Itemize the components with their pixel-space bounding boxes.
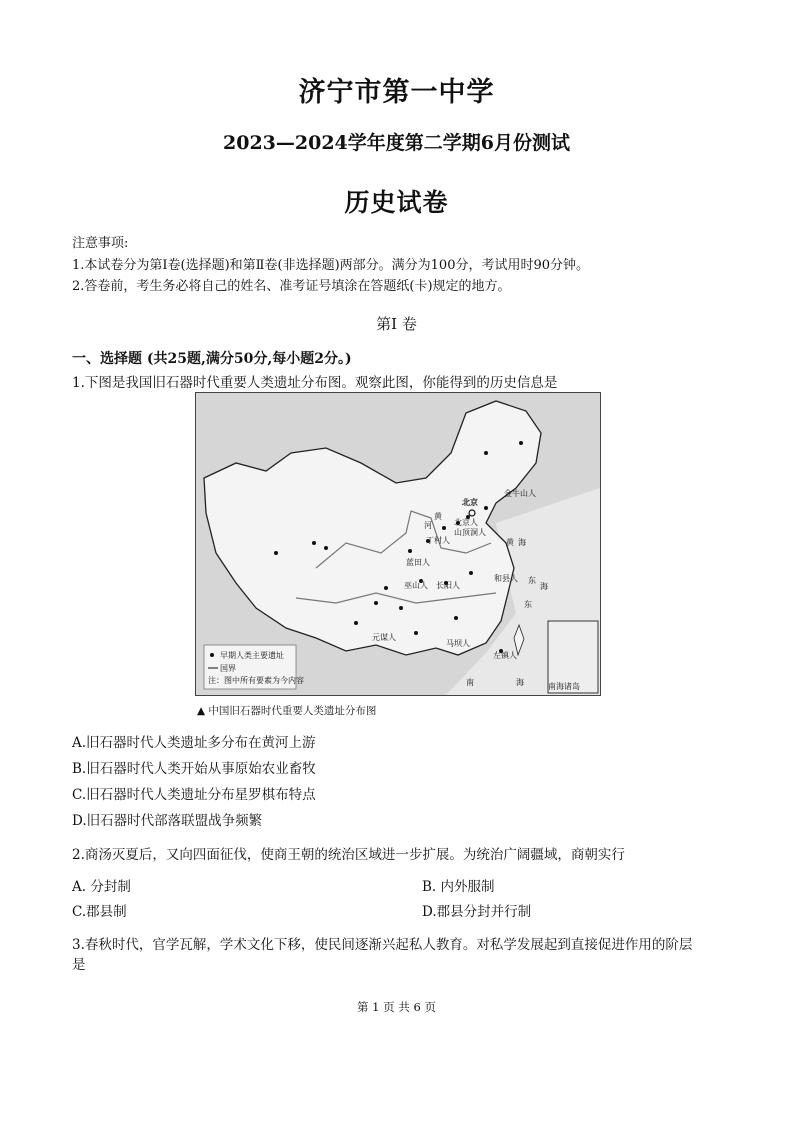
label-maba: 马坝人: [446, 639, 470, 648]
question-3-stem-line-2: 是: [72, 957, 86, 973]
school-title: 济宁市第一中学: [298, 77, 495, 108]
label-river-he: 河: [424, 521, 432, 530]
label-east-sea-2: 海: [540, 582, 548, 591]
q2-option-d: D.郡县分封并行制: [422, 904, 532, 920]
notice-line-2: 2.答卷前，考生务必将自己的姓名、准考证号填涂在答题纸(卡)规定的地方。: [72, 279, 511, 294]
label-lantian: 蓝田人: [406, 558, 430, 567]
label-east-sea-3: 东: [524, 600, 532, 609]
paleolithic-sites-map: [195, 392, 601, 696]
label-yellow-sea-2: 海: [518, 538, 526, 547]
q1-option-a: A.旧石器时代人类遗址多分布在黄河上游: [72, 735, 316, 751]
map-caption: ▲ 中国旧石器时代重要人类遗址分布图: [197, 705, 377, 717]
label-zuozhen: 左镇人: [493, 651, 517, 660]
q1-option-d: D.旧石器时代部落联盟战争频繁: [72, 813, 263, 829]
q1-option-c: C.旧石器时代人类遗址分布星罗棋布特点: [72, 787, 316, 803]
label-inset: 南海诸岛: [548, 682, 580, 691]
label-jinniushan: 金牛山人: [504, 489, 536, 498]
label-changyang: 长阳人: [436, 581, 460, 590]
q2-option-a: A. 分封制: [72, 879, 131, 895]
q2-option-c: C.郡县制: [72, 904, 127, 920]
question-1-stem: 1.下图是我国旧石器时代重要人类遗址分布图。观察此图，你能得到的历史信息是: [72, 375, 558, 391]
label-yuanmou: 元谋人: [372, 633, 396, 642]
label-dingcun: 丁村人: [426, 536, 450, 545]
label-beijingren: 北京人: [454, 518, 478, 527]
label-yellow-sea-1: 黄: [506, 538, 514, 547]
q1-option-b: B.旧石器时代人类开始从事原始农业畜牧: [72, 761, 316, 777]
label-hexian: 和县人: [494, 574, 518, 583]
label-shandingdong: 山顶洞人: [454, 528, 486, 537]
subject-title: 历史试卷: [344, 188, 449, 217]
notice-line-1: 1.本试卷分为第Ⅰ卷(选择题)和第Ⅱ卷(非选择题)两部分。满分为100分，考试用时90分钟。: [72, 258, 590, 273]
label-wushan: 巫山人: [404, 581, 428, 590]
question-2-stem: 2.商汤灭夏后，又向四面征伐，使商王朝的统治区域进一步扩展。为统治广阔疆域，商朝实行: [72, 847, 625, 863]
section-heading: 一、选择题 (共25题,满分50分,每小题2分。): [72, 351, 352, 367]
q2-option-b: B. 内外服制: [422, 879, 495, 895]
exam-term-title: 2023—2024学年度第二学期6月份测试: [223, 132, 570, 154]
notice-title: 注意事项:: [72, 236, 129, 251]
page-footer: 第 1 页 共 6 页: [357, 1000, 436, 1014]
label-south-sea-1: 南: [466, 678, 474, 687]
label-south-sea-2: 海: [516, 678, 524, 687]
label-east-sea-1: 东: [528, 576, 536, 585]
question-3-stem-line-1: 3.春秋时代，官学瓦解，学术文化下移，使民间逐渐兴起私人教育。对私学发展起到直接促进作用的阶层: [72, 937, 693, 953]
label-beijing: 北京: [462, 498, 478, 507]
legend-note: 注：图中所有要素为今内容: [208, 676, 304, 685]
legend-site: 早期人类主要遗址: [220, 651, 284, 660]
volume-title: 第Ⅰ 卷: [376, 315, 417, 333]
legend-border: 国界: [220, 664, 236, 673]
label-river-huang: 黄: [434, 512, 442, 521]
